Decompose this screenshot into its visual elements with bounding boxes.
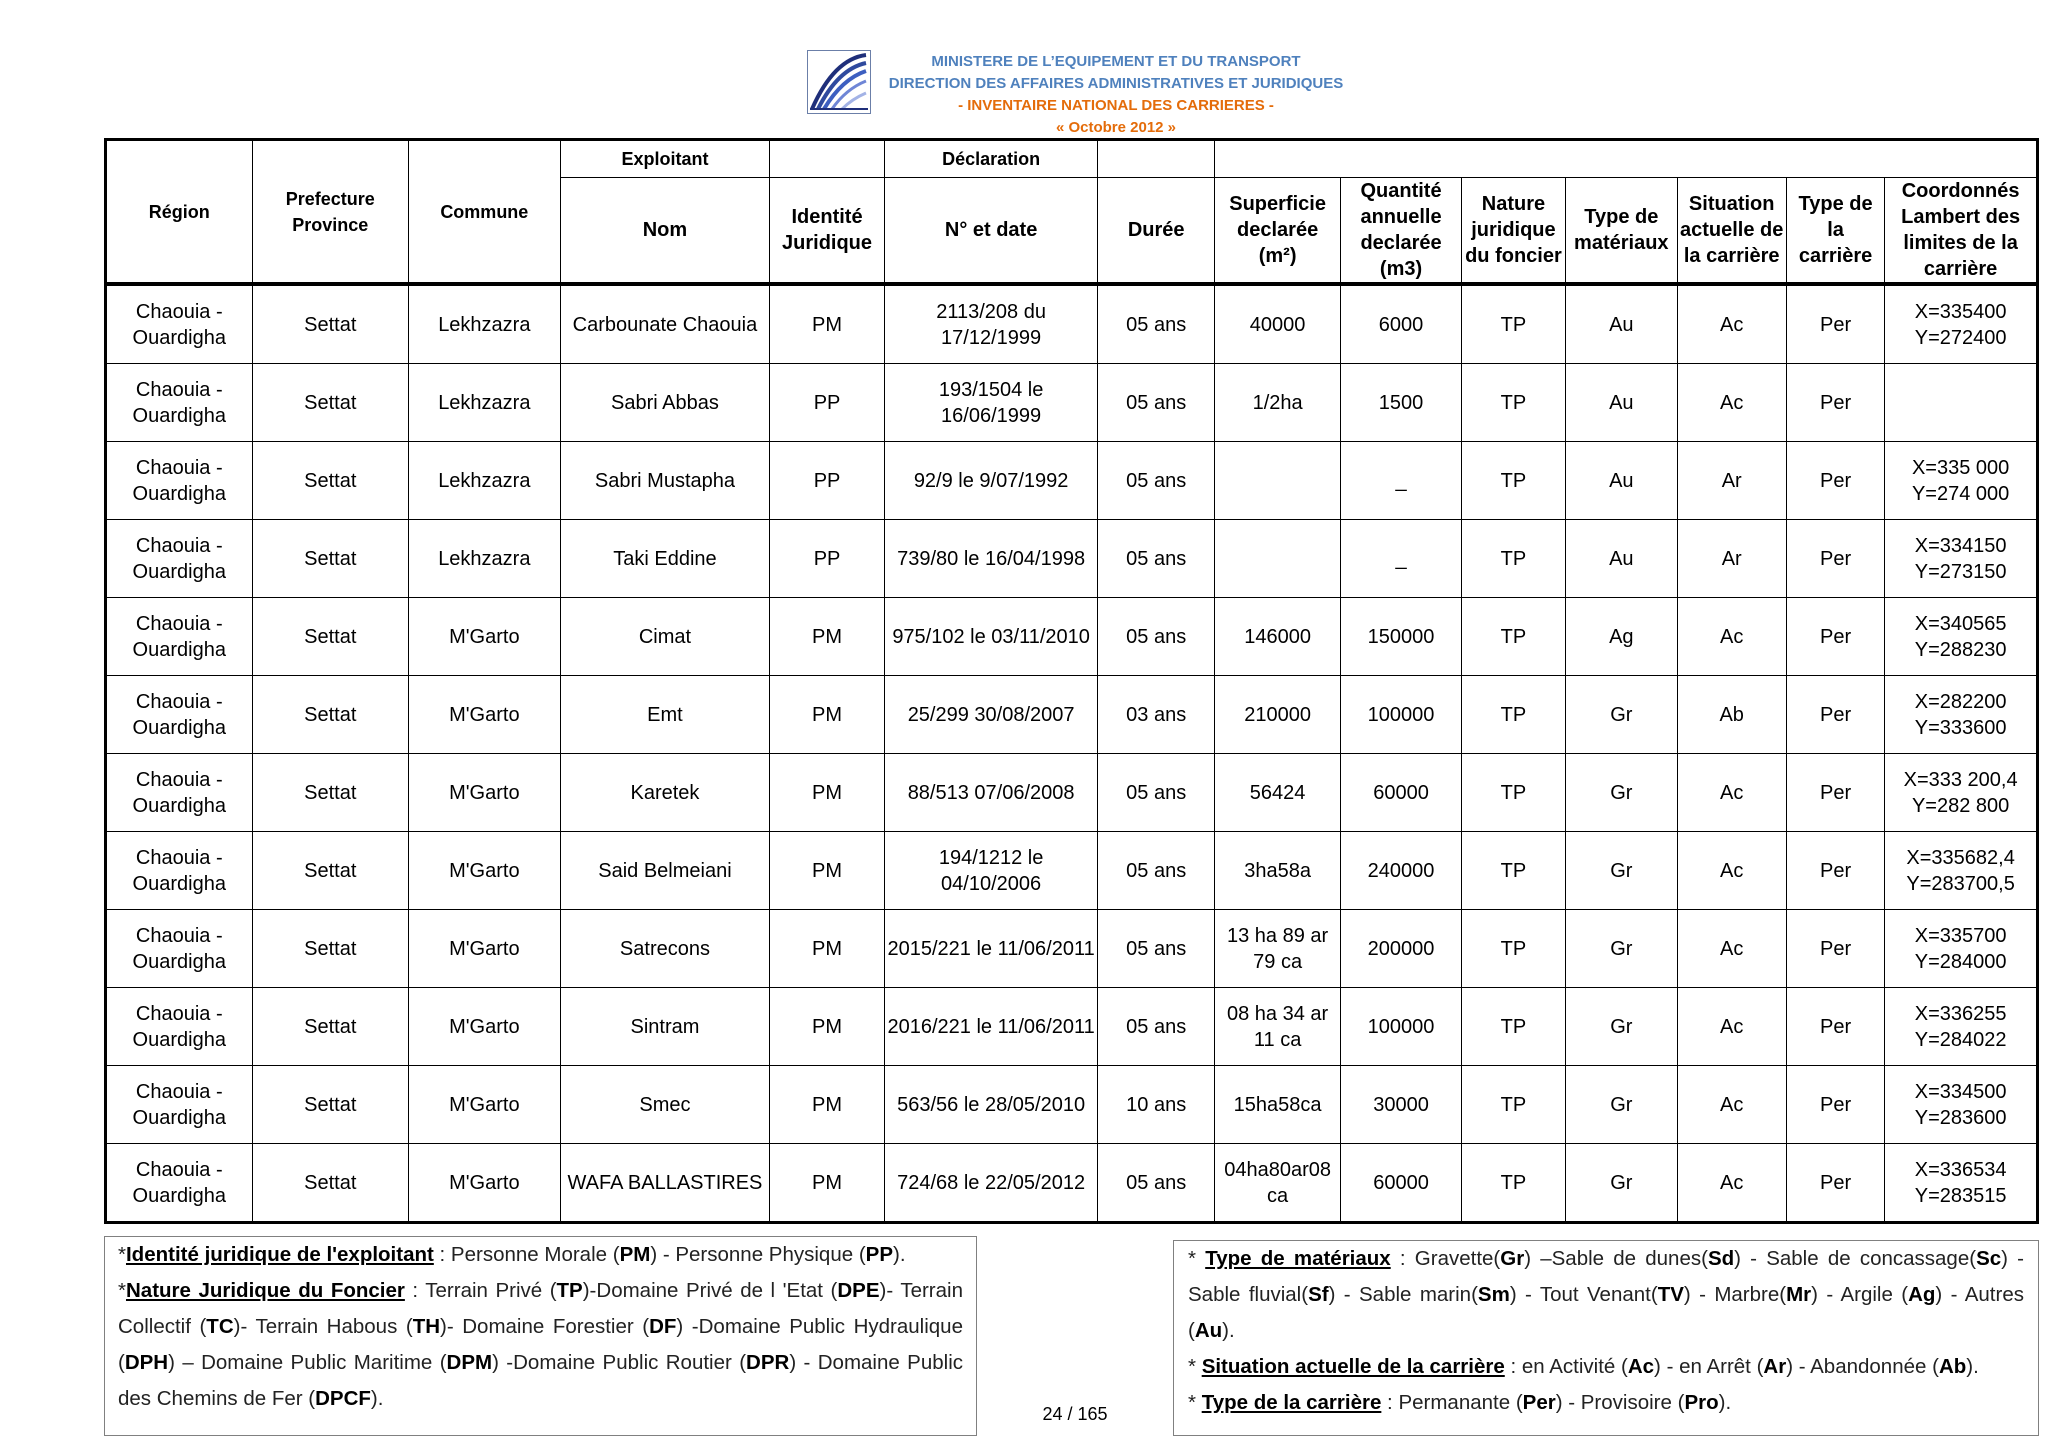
- table-body: [106, 284, 2038, 1223]
- legend-code: Mr: [1786, 1283, 1812, 1306]
- cell-nom: Satrecons: [560, 910, 770, 988]
- group-header-blank-2: [1098, 140, 1214, 178]
- cell-superficie: 56424: [1214, 754, 1340, 832]
- cell-identite: PM: [770, 598, 884, 676]
- cell-superficie: [1214, 520, 1340, 598]
- legend-code: TV: [1657, 1283, 1684, 1306]
- cell-region: Chaouia - Ouardigha: [106, 442, 253, 520]
- cell-superficie: 04ha80ar08 ca: [1214, 1144, 1340, 1223]
- cell-region: Chaouia - Ouardigha: [106, 910, 253, 988]
- ministry-logo-icon: [807, 50, 871, 114]
- cell-coord: X=333 200,4 Y=282 800: [1885, 754, 2038, 832]
- cell-duree: 05 ans: [1098, 284, 1214, 364]
- cell-nature: TP: [1461, 364, 1565, 442]
- cell-superficie: 1/2ha: [1214, 364, 1340, 442]
- cell-situation: Ac: [1677, 832, 1786, 910]
- cell-coord: X=335 000 Y=274 000: [1885, 442, 2038, 520]
- legend-identite-line: *Identité juridique de l'exploitant : Personne Morale (PM) - Personne Physique (PP).: [118, 1243, 906, 1266]
- cell-situation: Ac: [1677, 284, 1786, 364]
- cell-superficie: 13 ha 89 ar 79 ca: [1214, 910, 1340, 988]
- legend-code: Ab: [1938, 1355, 1967, 1378]
- legend-code: TP: [556, 1279, 583, 1302]
- legend-code: Pro: [1684, 1391, 1719, 1414]
- cell-quantite: 6000: [1341, 284, 1461, 364]
- cell-prefecture: Settat: [252, 598, 409, 676]
- cell-type-carr: Per: [1786, 598, 1884, 676]
- cell-nom: WAFA BALLASTIRES: [560, 1144, 770, 1223]
- legend-text: : Gravette(: [1390, 1247, 1501, 1270]
- cell-type-mat: Ag: [1566, 598, 1677, 676]
- cell-quantite: 1500: [1341, 364, 1461, 442]
- col-header-type-materiaux: Type de matériaux: [1566, 178, 1677, 285]
- legend-code: Ar: [1763, 1355, 1787, 1378]
- cell-numero: 2113/208 du 17/12/1999: [884, 284, 1098, 364]
- col-header-coordonnees: Coordonnés Lambert des limites de la carrière: [1885, 178, 2038, 285]
- cell-commune: M'Garto: [409, 598, 561, 676]
- col-header-nature: Nature juridique du foncier: [1461, 178, 1565, 285]
- cell-type-mat: Gr: [1566, 832, 1677, 910]
- cell-type-carr: Per: [1786, 1144, 1884, 1223]
- legend-text: ) - Sable fluvial(: [1188, 1247, 2024, 1306]
- legend-type-carriere-line: * Type de la carrière : Permanante (Per) - Provisoire (Pro).: [1188, 1391, 1732, 1414]
- group-header-exploitant: Exploitant: [560, 140, 770, 178]
- cell-type-carr: Per: [1786, 1066, 1884, 1144]
- legend-text: )- Domaine Forestier (: [440, 1315, 650, 1338]
- legend-code: DPH: [124, 1351, 169, 1374]
- legend-code: Gr: [1500, 1247, 1525, 1270]
- col-header-type-carriere: Type de la carrière: [1786, 178, 1884, 285]
- cell-prefecture: Settat: [252, 364, 409, 442]
- legend-code: TH: [412, 1315, 441, 1338]
- cell-numero: 563/56 le 28/05/2010: [884, 1066, 1098, 1144]
- cell-type-carr: Per: [1786, 442, 1884, 520]
- legend-code: DF: [649, 1315, 677, 1338]
- cell-commune: M'Garto: [409, 910, 561, 988]
- table-row: [106, 676, 2038, 754]
- table-row: [106, 520, 2038, 598]
- cell-situation: Ar: [1677, 442, 1786, 520]
- cell-duree: 05 ans: [1098, 364, 1214, 442]
- legend-text: : Personne Morale (: [433, 1243, 620, 1266]
- ministry-name: MINISTERE DE L’EQUIPEMENT ET DU TRANSPORT: [931, 53, 1301, 70]
- cell-numero: 724/68 le 22/05/2012: [884, 1144, 1098, 1223]
- cell-coord: X=282200 Y=333600: [1885, 676, 2038, 754]
- cell-prefecture: Settat: [252, 754, 409, 832]
- table-row: [106, 832, 2038, 910]
- cell-commune: Lekhzazra: [409, 364, 561, 442]
- cell-region: Chaouia - Ouardigha: [106, 676, 253, 754]
- cell-type-carr: Per: [1786, 988, 1884, 1066]
- cell-nom: Sintram: [560, 988, 770, 1066]
- cell-superficie: 210000: [1214, 676, 1340, 754]
- cell-commune: M'Garto: [409, 1144, 561, 1223]
- cell-numero: 2015/221 le 11/06/2011: [884, 910, 1098, 988]
- cell-commune: M'Garto: [409, 988, 561, 1066]
- legend-text: ).: [370, 1387, 384, 1410]
- legend-identite-title: Identité juridique de l'exploitant: [125, 1243, 434, 1266]
- cell-prefecture: Settat: [252, 520, 409, 598]
- cell-type-carr: Per: [1786, 676, 1884, 754]
- cell-commune: M'Garto: [409, 676, 561, 754]
- legend-text: ).: [893, 1243, 906, 1266]
- table-row: [106, 988, 2038, 1066]
- cell-nature: TP: [1461, 598, 1565, 676]
- legend-code: Per: [1522, 1391, 1556, 1414]
- cell-type-carr: Per: [1786, 284, 1884, 364]
- cell-identite: PM: [770, 284, 884, 364]
- cell-type-mat: Au: [1566, 442, 1677, 520]
- legend-text: ) - Autres (: [1188, 1283, 2024, 1342]
- legend-text: : en Activité (: [1504, 1355, 1628, 1378]
- cell-coord: X=340565 Y=288230: [1885, 598, 2038, 676]
- cell-quantite: 100000: [1341, 676, 1461, 754]
- inventory-date: « Octobre 2012 »: [1055, 119, 1177, 136]
- legend-text: ) – Domaine Public Maritime (: [168, 1351, 447, 1374]
- cell-identite: PP: [770, 364, 884, 442]
- cell-nom: Karetek: [560, 754, 770, 832]
- cell-superficie: [1214, 442, 1340, 520]
- cell-quantite: _: [1341, 442, 1461, 520]
- cell-region: Chaouia - Ouardigha: [106, 598, 253, 676]
- cell-coord: X=335700 Y=284000: [1885, 910, 2038, 988]
- legend-code: PP: [865, 1243, 894, 1266]
- cell-identite: PM: [770, 910, 884, 988]
- legend-code: Ac: [1627, 1355, 1655, 1378]
- cell-numero: 92/9 le 9/07/1992: [884, 442, 1098, 520]
- cell-superficie: 08 ha 34 ar 11 ca: [1214, 988, 1340, 1066]
- cell-quantite: 60000: [1341, 1144, 1461, 1223]
- legend-text: )- Terrain Habous (: [233, 1315, 413, 1338]
- cell-numero: 975/102 le 03/11/2010: [884, 598, 1098, 676]
- cell-type-carr: Per: [1786, 832, 1884, 910]
- cell-nature: TP: [1461, 442, 1565, 520]
- cell-prefecture: Settat: [252, 442, 409, 520]
- cell-numero: 88/513 07/06/2008: [884, 754, 1098, 832]
- cell-prefecture: Settat: [252, 284, 409, 364]
- table-row: [106, 284, 2038, 364]
- cell-quantite: 200000: [1341, 910, 1461, 988]
- inventory-title: - INVENTAIRE NATIONAL DES CARRIERES -: [958, 97, 1274, 114]
- legend-text: ) - Domaine Public des Chemins de Fer (: [118, 1351, 963, 1410]
- cell-region: Chaouia - Ouardigha: [106, 284, 253, 364]
- col-header-quantite: Quantité annuelle declarée (m3): [1341, 178, 1461, 285]
- cell-coord: X=335400 Y=272400: [1885, 284, 2038, 364]
- legend-text: ) - en Arrêt (: [1654, 1355, 1764, 1378]
- cell-type-mat: Gr: [1566, 676, 1677, 754]
- cell-identite: PP: [770, 520, 884, 598]
- cell-situation: Ac: [1677, 910, 1786, 988]
- cell-superficie: 40000: [1214, 284, 1340, 364]
- legend-type-carriere-title: Type de la carrière: [1201, 1391, 1382, 1414]
- cell-region: Chaouia - Ouardigha: [106, 754, 253, 832]
- cell-identite: PM: [770, 1144, 884, 1223]
- cell-type-carr: Per: [1786, 364, 1884, 442]
- cell-nature: TP: [1461, 754, 1565, 832]
- legend-code: TC: [206, 1315, 234, 1338]
- header-title-block: [886, 51, 1346, 139]
- cell-duree: 05 ans: [1098, 910, 1214, 988]
- page-number: 24 / 165: [1042, 1404, 1108, 1424]
- cell-identite: PP: [770, 442, 884, 520]
- cell-numero: 2016/221 le 11/06/2011: [884, 988, 1098, 1066]
- cell-identite: PM: [770, 832, 884, 910]
- legend-text: : Permanante (: [1381, 1391, 1523, 1414]
- cell-nom: Sabri Abbas: [560, 364, 770, 442]
- quarry-inventory-table: [104, 138, 2039, 1224]
- cell-nom: Smec: [560, 1066, 770, 1144]
- cell-nom: Emt: [560, 676, 770, 754]
- cell-prefecture: Settat: [252, 832, 409, 910]
- cell-numero: 739/80 le 16/04/1998: [884, 520, 1098, 598]
- cell-commune: Lekhzazra: [409, 442, 561, 520]
- legend-text: ) - Argile (: [1811, 1283, 1909, 1306]
- cell-type-mat: Gr: [1566, 1066, 1677, 1144]
- cell-identite: PM: [770, 676, 884, 754]
- cell-duree: 05 ans: [1098, 754, 1214, 832]
- legend-code: Au: [1194, 1319, 1223, 1342]
- group-header-blank-3: [1214, 140, 2037, 178]
- legend-text: ) - Abandonnée (: [1786, 1355, 1939, 1378]
- legend-type-paragraph: * Type de matériaux : Gravette(Gr) –Sable de dunes(Sd) - Sable de concassage(Sc) - Sable fluvial(Sf) - Sable marin(Sm) - Tout Venant(TV) - Marbre(Mr) - Argile (Ag) - Autres (Au).: [1188, 1247, 2024, 1342]
- legend-situation-title: Situation actuelle de la carrière: [1201, 1355, 1505, 1378]
- cell-situation: Ar: [1677, 520, 1786, 598]
- cell-coord: [1885, 364, 2038, 442]
- cell-identite: PM: [770, 988, 884, 1066]
- direction-name: DIRECTION DES AFFAIRES ADMINISTRATIVES ET JURIDIQUES: [888, 75, 1344, 92]
- cell-duree: 05 ans: [1098, 598, 1214, 676]
- legend-code: Sm: [1477, 1283, 1510, 1306]
- cell-nom: Sabri Mustapha: [560, 442, 770, 520]
- legend-text: )- Terrain Collectif (: [118, 1279, 963, 1338]
- cell-duree: 03 ans: [1098, 676, 1214, 754]
- group-header-row: [106, 140, 2038, 178]
- legend-code: DPCF: [315, 1387, 371, 1410]
- cell-region: Chaouia - Ouardigha: [106, 520, 253, 598]
- legend-text: ).: [1718, 1391, 1732, 1414]
- col-header-superficie: Superficie declarée (m²): [1214, 178, 1340, 285]
- table-row: [106, 364, 2038, 442]
- cell-situation: Ac: [1677, 364, 1786, 442]
- legend-code: Sf: [1308, 1283, 1329, 1306]
- cell-quantite: 100000: [1341, 988, 1461, 1066]
- cell-type-mat: Au: [1566, 364, 1677, 442]
- cell-superficie: 146000: [1214, 598, 1340, 676]
- cell-quantite: 150000: [1341, 598, 1461, 676]
- cell-duree: 05 ans: [1098, 988, 1214, 1066]
- cell-coord: X=336255 Y=284022: [1885, 988, 2038, 1066]
- cell-nature: TP: [1461, 520, 1565, 598]
- col-header-identite: Identité Juridique: [770, 178, 884, 285]
- col-header-commune: Commune: [409, 140, 561, 285]
- cell-situation: Ac: [1677, 1144, 1786, 1223]
- legend-text: ) - Tout Venant(: [1509, 1283, 1658, 1306]
- cell-nature: TP: [1461, 832, 1565, 910]
- cell-commune: Lekhzazra: [409, 520, 561, 598]
- cell-prefecture: Settat: [252, 988, 409, 1066]
- cell-type-carr: Per: [1786, 754, 1884, 832]
- legend-text: )-Domaine Privé de l 'Etat (: [582, 1279, 838, 1302]
- table-row: [106, 754, 2038, 832]
- legend-nature-title: Nature Juridique du Foncier: [125, 1279, 405, 1302]
- col-header-duree: Durée: [1098, 178, 1214, 285]
- legend-code: Sd: [1707, 1247, 1735, 1270]
- cell-nature: TP: [1461, 1144, 1565, 1223]
- cell-numero: 25/299 30/08/2007: [884, 676, 1098, 754]
- legend-text: ) - Marbre(: [1683, 1283, 1787, 1306]
- cell-coord: X=336534 Y=283515: [1885, 1144, 2038, 1223]
- cell-region: Chaouia - Ouardigha: [106, 988, 253, 1066]
- table-row: [106, 598, 2038, 676]
- cell-nom: Cimat: [560, 598, 770, 676]
- legend-situation-line: * Situation actuelle de la carrière : en Activité (Ac) - en Arrêt (Ar) - Abandonnée (Ab).: [1188, 1355, 1979, 1378]
- cell-coord: X=334150 Y=273150: [1885, 520, 2038, 598]
- cell-prefecture: Settat: [252, 910, 409, 988]
- cell-coord: X=335682,4 Y=283700,5: [1885, 832, 2038, 910]
- legend-code: Sc: [1976, 1247, 2002, 1270]
- cell-nom: Said Belmeiani: [560, 832, 770, 910]
- col-header-numero: N° et date: [884, 178, 1098, 285]
- cell-type-mat: Au: [1566, 520, 1677, 598]
- cell-type-mat: Gr: [1566, 1144, 1677, 1223]
- cell-quantite: 240000: [1341, 832, 1461, 910]
- cell-situation: Ac: [1677, 1066, 1786, 1144]
- legend-text: ).: [1222, 1319, 1235, 1342]
- legend-text: ) - Provisoire (: [1555, 1391, 1685, 1414]
- legend-text: ) -Domaine Public Hydraulique (: [118, 1315, 963, 1374]
- legend-type-title: Type de matériaux: [1205, 1247, 1391, 1270]
- cell-type-carr: Per: [1786, 520, 1884, 598]
- table-row: [106, 1144, 2038, 1223]
- cell-commune: M'Garto: [409, 832, 561, 910]
- cell-situation: Ab: [1677, 676, 1786, 754]
- cell-duree: 05 ans: [1098, 520, 1214, 598]
- cell-duree: 05 ans: [1098, 1144, 1214, 1223]
- cell-nature: TP: [1461, 676, 1565, 754]
- col-header-situation: Situation actuelle de la carrière: [1677, 178, 1786, 285]
- legend-text: ) -Domaine Public Routier (: [492, 1351, 747, 1374]
- cell-duree: 10 ans: [1098, 1066, 1214, 1144]
- cell-nature: TP: [1461, 988, 1565, 1066]
- legend-code: Ag: [1908, 1283, 1936, 1306]
- table-row: [106, 442, 2038, 520]
- cell-region: Chaouia - Ouardigha: [106, 1144, 253, 1223]
- legend-code: DPM: [446, 1351, 493, 1374]
- cell-type-mat: Gr: [1566, 910, 1677, 988]
- legend-text: : Terrain Privé (: [404, 1279, 557, 1302]
- cell-type-mat: Gr: [1566, 754, 1677, 832]
- cell-prefecture: Settat: [252, 1066, 409, 1144]
- legend-code: PM: [619, 1243, 651, 1266]
- cell-commune: Lekhzazra: [409, 284, 561, 364]
- cell-duree: 05 ans: [1098, 832, 1214, 910]
- cell-nom: Carbounate Chaouia: [560, 284, 770, 364]
- cell-nom: Taki Eddine: [560, 520, 770, 598]
- legend-text: ) - Sable de concassage(: [1734, 1247, 1977, 1270]
- legend-text: ) - Sable marin(: [1328, 1283, 1478, 1306]
- table-row: [106, 1066, 2038, 1144]
- cell-numero: 193/1504 le 16/06/1999: [884, 364, 1098, 442]
- cell-superficie: 3ha58a: [1214, 832, 1340, 910]
- cell-type-mat: Gr: [1566, 988, 1677, 1066]
- legend-text: ).: [1966, 1355, 1979, 1378]
- cell-situation: Ac: [1677, 754, 1786, 832]
- cell-identite: PM: [770, 754, 884, 832]
- cell-numero: 194/1212 le 04/10/2006: [884, 832, 1098, 910]
- cell-coord: X=334500 Y=283600: [1885, 1066, 2038, 1144]
- cell-nature: TP: [1461, 1066, 1565, 1144]
- cell-quantite: 60000: [1341, 754, 1461, 832]
- cell-identite: PM: [770, 1066, 884, 1144]
- cell-type-carr: Per: [1786, 910, 1884, 988]
- cell-nature: TP: [1461, 284, 1565, 364]
- table-row: [106, 910, 2038, 988]
- cell-nature: TP: [1461, 910, 1565, 988]
- cell-region: Chaouia - Ouardigha: [106, 832, 253, 910]
- group-header-blank-1: [770, 140, 884, 178]
- group-header-declaration: Déclaration: [884, 140, 1098, 178]
- legend-materiaux-situation: [1173, 1240, 2039, 1436]
- legend-nature-paragraph: *Nature Juridique du Foncier : Terrain Privé (TP)-Domaine Privé de l 'Etat (DPE)- Terrain Collectif (TC)- Terrain Habous (TH)- Domaine Forestier (DF) -Domaine Public Hydraulique (DPH) – Domaine Public Maritime (DPM) -Domaine Public Routier (DPR) - Domaine Public des Chemins de Fer (DPCF).: [118, 1279, 963, 1410]
- cell-situation: Ac: [1677, 598, 1786, 676]
- cell-region: Chaouia - Ouardigha: [106, 364, 253, 442]
- cell-quantite: 30000: [1341, 1066, 1461, 1144]
- cell-situation: Ac: [1677, 988, 1786, 1066]
- cell-quantite: _: [1341, 520, 1461, 598]
- cell-superficie: 15ha58ca: [1214, 1066, 1340, 1144]
- cell-commune: M'Garto: [409, 754, 561, 832]
- legend-text: ) - Personne Physique (: [650, 1243, 866, 1266]
- legend-identite-nature: [104, 1236, 977, 1436]
- cell-prefecture: Settat: [252, 1144, 409, 1223]
- cell-duree: 05 ans: [1098, 442, 1214, 520]
- cell-commune: M'Garto: [409, 1066, 561, 1144]
- col-header-prefecture: Prefecture Province: [252, 140, 409, 285]
- legend-text: ) –Sable de dunes(: [1524, 1247, 1708, 1270]
- col-header-region: Région: [106, 140, 253, 285]
- cell-prefecture: Settat: [252, 676, 409, 754]
- cell-region: Chaouia - Ouardigha: [106, 1066, 253, 1144]
- col-header-nom: Nom: [560, 178, 770, 285]
- cell-type-mat: Au: [1566, 284, 1677, 364]
- legend-code: DPE: [837, 1279, 880, 1302]
- legend-code: DPR: [746, 1351, 790, 1374]
